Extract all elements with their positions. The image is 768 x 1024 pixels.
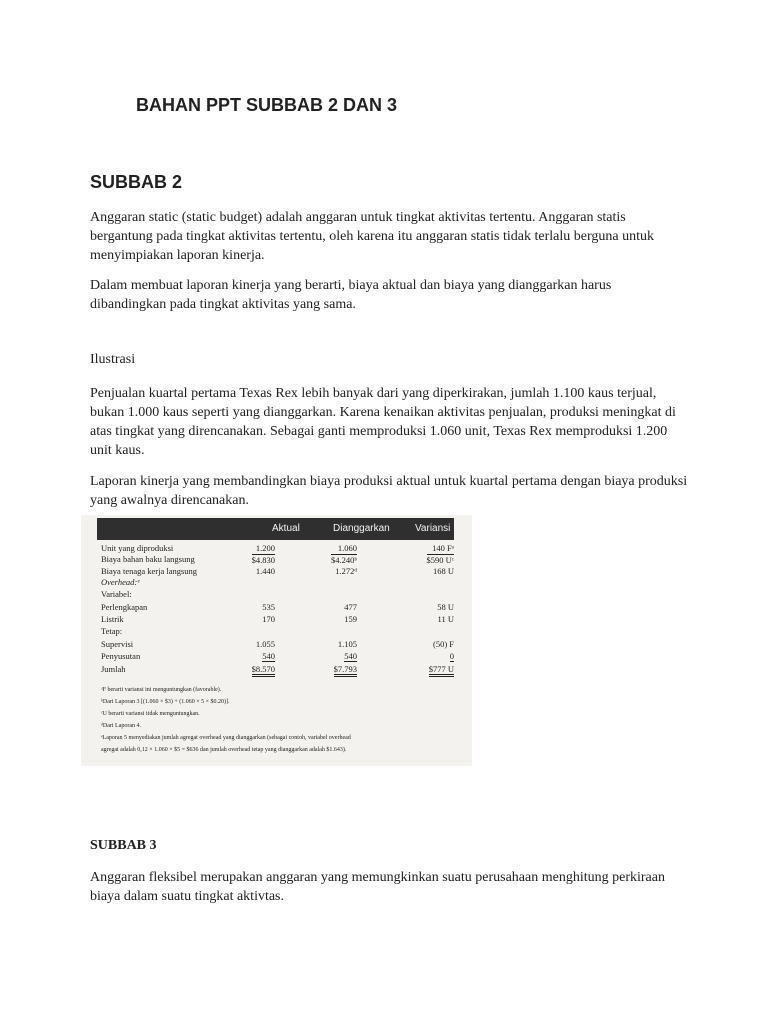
- cell-aktual: 535: [262, 602, 275, 612]
- cell-aktual: 1.055: [255, 639, 275, 649]
- subbab3-heading: SUBBAB 3: [90, 838, 157, 853]
- table-row: [81, 614, 472, 625]
- cell-anggaran: 1.272ᵈ: [335, 566, 357, 576]
- table-body: [81, 515, 472, 766]
- row-label: Penyusutan: [101, 651, 141, 661]
- cell-anggaran: 159: [344, 614, 357, 624]
- cell-aktual: $8.570: [252, 664, 275, 677]
- cell-anggaran: $7.793: [334, 664, 357, 677]
- cell-anggaran: 1.060: [337, 543, 357, 553]
- table-row: [81, 602, 472, 613]
- table-footnote: ᶜU berarti variansi tidak menguntungkan.: [101, 711, 200, 717]
- cell-aktual: 170: [262, 614, 275, 624]
- row-label: Perlengkapan: [101, 602, 148, 612]
- cell-variansi: 168 U: [432, 566, 454, 576]
- table-footnote: ᵇDari Laporan 3 [(1.060 × $3) + (1.060 × 5 × $0.20)].: [101, 699, 230, 705]
- cell-variansi: $777 U: [429, 664, 454, 677]
- subbab2-heading: SUBBAB 2: [90, 172, 183, 192]
- row-label: Listrik: [101, 614, 124, 624]
- row-label: Supervisi: [101, 639, 134, 649]
- table-row: [81, 589, 472, 600]
- cell-variansi: $590 Uᶜ: [426, 555, 454, 565]
- table-row: [81, 566, 472, 577]
- cell-variansi: 140 Fᵃ: [432, 543, 454, 553]
- cell-aktual: $4.830: [251, 555, 275, 565]
- table-row: [81, 664, 472, 675]
- row-label: Tetap:: [101, 626, 123, 636]
- table-row: [81, 577, 472, 588]
- subbab2-paragraph-4: Laporan kinerja yang membandingkan biaya produksi aktual untuk kuartal pertama dengan biaya produksi yang awalnya direncanakan.: [90, 474, 688, 508]
- table-row: [81, 651, 472, 662]
- header-aktual: Aktual: [272, 523, 300, 534]
- cell-aktual: 1.200: [255, 543, 275, 553]
- table-row: [81, 554, 472, 565]
- table-row: [81, 543, 472, 554]
- header-variansi: Variansi: [415, 523, 451, 534]
- table-footnote: ᵃF berarti variansi ini menguntungkan (favorable).: [101, 687, 222, 693]
- row-label: Overhead:ᵉ: [101, 577, 140, 587]
- row-label: Variabel:: [101, 589, 132, 599]
- row-label: Unit yang diproduksi: [101, 543, 174, 553]
- row-label: Jumlah: [101, 664, 126, 674]
- cell-anggaran: 1.105: [337, 639, 357, 649]
- table-row: [81, 626, 472, 637]
- table-footnote: ᵈDari Laporan 4.: [101, 723, 142, 729]
- performance-report-table-image: [81, 515, 472, 766]
- cell-anggaran: 540: [344, 651, 357, 661]
- cell-anggaran: $4.240ᵇ: [330, 555, 357, 565]
- cell-variansi: 11 U: [437, 614, 454, 624]
- cell-aktual: 1.440: [255, 566, 275, 576]
- row-label: Biaya bahan baku langsung: [101, 554, 195, 564]
- subbab2-paragraph-1: Anggaran static (static budget) adalah anggaran untuk tingkat aktivitas tertentu. Anggaran statis bergantung pada tingkat aktivitas tertentu, oleh karena itu anggaran statis tidak terlalu berguna untuk menyimpiakan laporan kinerja.: [90, 210, 654, 263]
- subbab2-paragraph-2: Dalam membuat laporan kinerja yang berarti, biaya aktual dan biaya yang dianggarkan harus dibandingkan pada tingkat aktivitas yang sama.: [90, 278, 612, 312]
- row-label: Biaya tenaga kerja langsung: [101, 566, 198, 576]
- cell-variansi: 58 U: [437, 602, 454, 612]
- cell-aktual: 540: [262, 651, 275, 661]
- header-dianggarkan: Dianggarkan: [333, 523, 390, 534]
- ilustrasi-label: Ilustrasi: [90, 352, 136, 367]
- table-footnote: ᵉLaporan 5 menyediakan jumlah agregat overhead yang dianggarkan (sebagai contoh, variabel overhead: [101, 735, 351, 741]
- table-footnote: agregat adalah 0,12 × 1.060 × $5 = $636 dan jumlah overhead tetap yang dianggarkan adalah $1.643).: [101, 747, 347, 753]
- cell-variansi: (50) F: [432, 639, 454, 649]
- subbab2-paragraph-3: Penjualan kuartal pertama Texas Rex lebih banyak dari yang diperkirakan, jumlah 1.100 kaus terjual, bukan 1.000 kaus seperti yang dianggarkan. Karena kenaikan aktivitas penjualan, produksi meningkat di atas tingkat yang direncanakan. Sebagai ganti memproduksi 1.060 unit, Texas Rex memproduksi 1.200 unit kaus.: [90, 386, 676, 458]
- subbab3-paragraph-1: Anggaran fleksibel merupakan anggaran yang memungkinkan suatu perusahaan menghitung perkiraan biaya dalam suatu tingkat aktivtas.: [90, 870, 665, 904]
- table-row: [81, 639, 472, 650]
- cell-anggaran: 477: [344, 602, 357, 612]
- cell-variansi: 0: [449, 651, 454, 661]
- document-title: BAHAN PPT SUBBAB 2 DAN 3: [136, 95, 398, 115]
